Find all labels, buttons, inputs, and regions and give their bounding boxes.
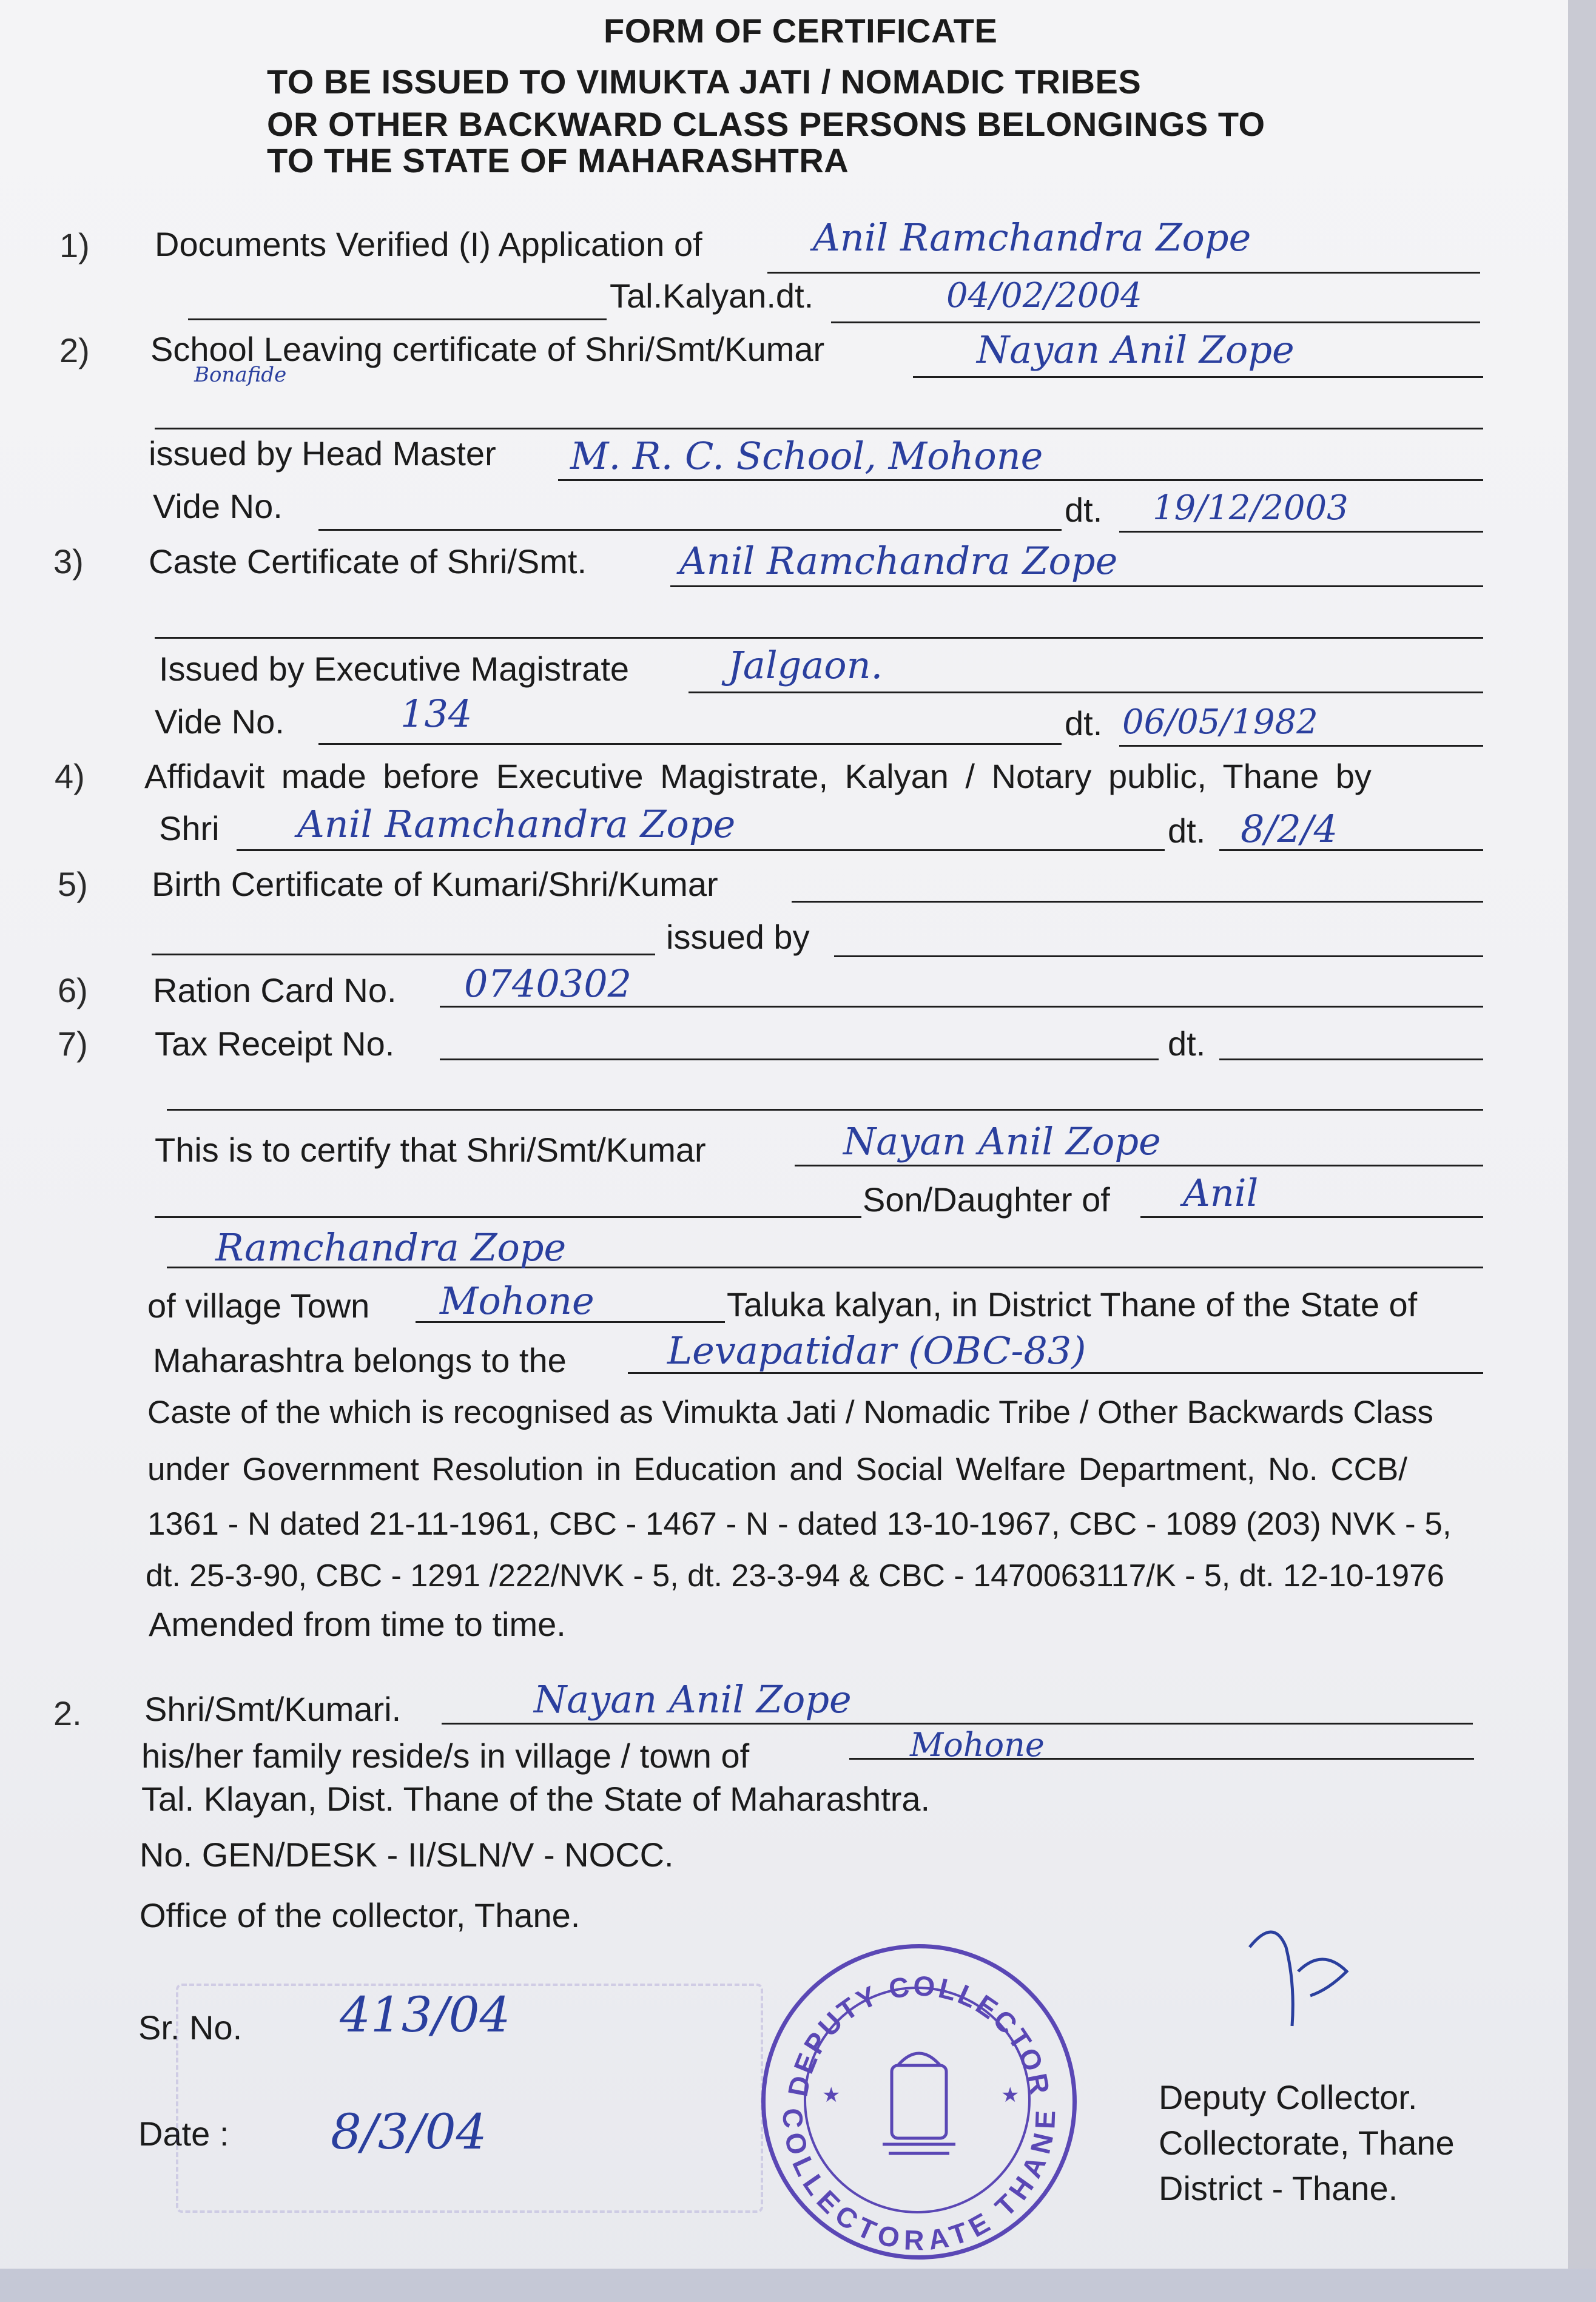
rule bbox=[155, 1216, 861, 1218]
part2-taluka-line: Tal. Klayan, Dist. Thane of the State of Maharashtra. bbox=[141, 1780, 931, 1818]
item-number-4: 4) bbox=[55, 757, 85, 795]
svg-text:DEPUTY COLLECTOR bbox=[782, 1970, 1057, 2099]
birth-certificate-label: Birth Certificate of Kumari/Shri/Kumar bbox=[152, 865, 718, 903]
hw-affidavit-name: Anil Ramchandra Zope bbox=[297, 802, 736, 846]
hw-caste-cert-date: 06/05/1982 bbox=[1122, 702, 1318, 742]
subtitle-line-3: TO THE STATE OF MAHARASHTRA bbox=[267, 141, 849, 180]
school-leaving-label: School Leaving certificate of Shri/Smt/Kumar bbox=[150, 330, 825, 368]
item-number-7: 7) bbox=[58, 1025, 88, 1063]
hw-village: Mohone bbox=[440, 1279, 594, 1323]
documents-verified-label: Documents Verified (I) Application of bbox=[155, 225, 702, 263]
hw-school-date: 19/12/2003 bbox=[1153, 488, 1349, 528]
seal-top-text: DEPUTY COLLECTOR bbox=[781, 1970, 1057, 2099]
hw-vide-number: 134 bbox=[400, 692, 473, 736]
rule bbox=[1140, 1216, 1483, 1218]
hw-footer-date: 8/3/04 bbox=[331, 2104, 487, 2160]
hw-application-date: 04/02/2004 bbox=[946, 276, 1142, 315]
rule bbox=[767, 272, 1480, 274]
rule bbox=[237, 849, 1165, 851]
rule bbox=[318, 529, 1062, 531]
son-daughter-label: Son/Daughter of bbox=[863, 1180, 1110, 1219]
signatory-line-2: Collectorate, Thane bbox=[1159, 2124, 1455, 2162]
rule bbox=[1119, 531, 1483, 533]
part2-kumari-label: Shri/Smt/Kumari. bbox=[144, 1690, 402, 1728]
rule bbox=[440, 1006, 1483, 1008]
issued-by-label: issued by bbox=[666, 918, 810, 956]
tax-receipt-label: Tax Receipt No. bbox=[155, 1025, 395, 1063]
rule bbox=[834, 955, 1483, 957]
part2-office: Office of the collector, Thane. bbox=[140, 1896, 581, 1934]
signatory-line-3: District - Thane. bbox=[1159, 2169, 1398, 2207]
item-number-2: 2) bbox=[59, 331, 90, 369]
item-number-5: 5) bbox=[58, 865, 88, 903]
hw-sr-no: 413/04 bbox=[340, 1987, 511, 2043]
vide-label: Vide No. bbox=[153, 487, 283, 525]
rule bbox=[670, 585, 1483, 587]
rule bbox=[689, 692, 1483, 693]
rule bbox=[1119, 745, 1483, 747]
vide-label-3: Vide No. bbox=[155, 702, 285, 741]
hw-ration-card-no: 0740302 bbox=[464, 961, 632, 1006]
certify-line: This is to certify that Shri/Smt/Kumar bbox=[155, 1131, 706, 1169]
rule bbox=[318, 743, 1062, 745]
hw-certified-name: Nayan Anil Zope bbox=[843, 1119, 1161, 1163]
background-bottom-strip bbox=[0, 2269, 1596, 2302]
hw-magistrate-place: Jalgaon. bbox=[728, 643, 883, 687]
dt-label-4: dt. bbox=[1168, 812, 1206, 850]
affidavit-label: Affidavit made before Executive Magistrate, Kalyan / Notary public, Thane by bbox=[144, 757, 1372, 795]
rule bbox=[442, 1723, 1473, 1725]
para-line-1: Caste of the which is recognised as Vimukta Jati / Nomadic Tribe / Other Backwards Class bbox=[147, 1395, 1433, 1430]
subtitle-line-2: OR OTHER BACKWARD CLASS PERSONS BELONGINGS TO bbox=[267, 105, 1265, 143]
village-town-label: of village Town bbox=[147, 1287, 370, 1325]
date-label: Date : bbox=[138, 2115, 229, 2153]
para-line-2: under Government Resolution in Education and Social Welfare Department, No. CCB/ bbox=[147, 1452, 1408, 1487]
rule bbox=[152, 954, 655, 955]
taluka-text: Taluka kalyan, in District Thane of the State of bbox=[727, 1285, 1418, 1324]
part-2-number: 2. bbox=[53, 1694, 82, 1732]
item-number-6: 6) bbox=[58, 971, 88, 1009]
hw-student-name: Nayan Anil Zope bbox=[977, 328, 1295, 372]
rule bbox=[792, 901, 1483, 903]
rule bbox=[155, 637, 1483, 639]
rule bbox=[913, 376, 1483, 378]
signature-mark bbox=[1237, 1911, 1359, 2032]
subtitle-line-1: TO BE ISSUED TO VIMUKTA JATI / NOMADIC TRIBES bbox=[267, 62, 1142, 101]
item-number-1: 1) bbox=[59, 226, 90, 264]
para-line-4: dt. 25-3-90, CBC - 1291 /222/NVK - 5, dt. 23-3-94 & CBC - 1470063117/K - 5, dt. 12-10-1976 bbox=[146, 1558, 1444, 1594]
para-line-5: Amended from time to time. bbox=[149, 1605, 566, 1643]
sr-no-label: Sr. No. bbox=[138, 2008, 243, 2047]
rule bbox=[167, 1109, 1483, 1111]
emblem-icon bbox=[883, 2053, 955, 2153]
rule bbox=[440, 1058, 1159, 1060]
dt-label: dt. bbox=[1065, 491, 1103, 529]
hw-applicant-name: Anil Ramchandra Zope bbox=[813, 215, 1251, 260]
rule bbox=[188, 318, 607, 320]
svg-text:COLLECTORATE THANE bbox=[777, 2107, 1061, 2256]
hw-father-first: Anil bbox=[1183, 1171, 1259, 1215]
seal-bottom-text: COLLECTORATE THANE bbox=[776, 2107, 1062, 2257]
caste-certificate-label: Caste Certificate of Shri/Smt. bbox=[149, 542, 587, 581]
part2-reside-label: his/her family reside/s in village / town of bbox=[141, 1737, 750, 1775]
rule bbox=[558, 479, 1483, 481]
tal-kalyan-label: Tal.Kalyan.dt. bbox=[610, 277, 814, 315]
part2-reference-no: No. GEN/DESK - II/SLN/V - NOCC. bbox=[140, 1836, 674, 1874]
rule bbox=[795, 1165, 1483, 1166]
hw-school-name: M. R. C. School, Mohone bbox=[570, 434, 1043, 478]
hw-part2-village: Mohone bbox=[910, 1726, 1045, 1764]
dt-label-7: dt. bbox=[1168, 1025, 1206, 1063]
belongs-label: Maharashtra belongs to the bbox=[153, 1341, 567, 1379]
seal-star-left-icon: ★ bbox=[822, 2084, 841, 2107]
form-title: FORM OF CERTIFICATE bbox=[604, 12, 998, 50]
hw-father-rest: Ramchandra Zope bbox=[215, 1225, 567, 1270]
dt-label-3: dt. bbox=[1065, 704, 1103, 742]
seal-star-right-icon: ★ bbox=[1001, 2084, 1020, 2107]
signatory-line-1: Deputy Collector. bbox=[1159, 2078, 1418, 2116]
rule bbox=[1219, 1058, 1483, 1060]
hw-bonafide-note: Bonafide bbox=[194, 363, 287, 387]
hw-affidavit-date: 8/2/4 bbox=[1241, 807, 1338, 851]
background-edge bbox=[1568, 0, 1596, 2302]
exec-magistrate-label: Issued by Executive Magistrate bbox=[159, 650, 630, 688]
rule bbox=[831, 321, 1480, 323]
ration-card-label: Ration Card No. bbox=[153, 971, 397, 1009]
seal-text bbox=[761, 1944, 1077, 2260]
para-line-3: 1361 - N dated 21-11-1961, CBC - 1467 - N - dated 13-10-1967, CBC - 1089 (203) NVK - 5, bbox=[147, 1506, 1452, 1542]
deputy-collector-seal bbox=[761, 1944, 1077, 2260]
hw-part2-name: Nayan Anil Zope bbox=[534, 1677, 852, 1721]
head-master-label: issued by Head Master bbox=[149, 434, 496, 473]
item-number-3: 3) bbox=[53, 542, 84, 581]
hw-caste-name: Levapatidar (OBC-83) bbox=[667, 1328, 1086, 1373]
rule bbox=[155, 428, 1483, 429]
inward-stamp-mark bbox=[176, 1984, 763, 2213]
hw-caste-cert-name: Anil Ramchandra Zope bbox=[679, 539, 1118, 583]
shri-label: Shri bbox=[159, 809, 220, 847]
